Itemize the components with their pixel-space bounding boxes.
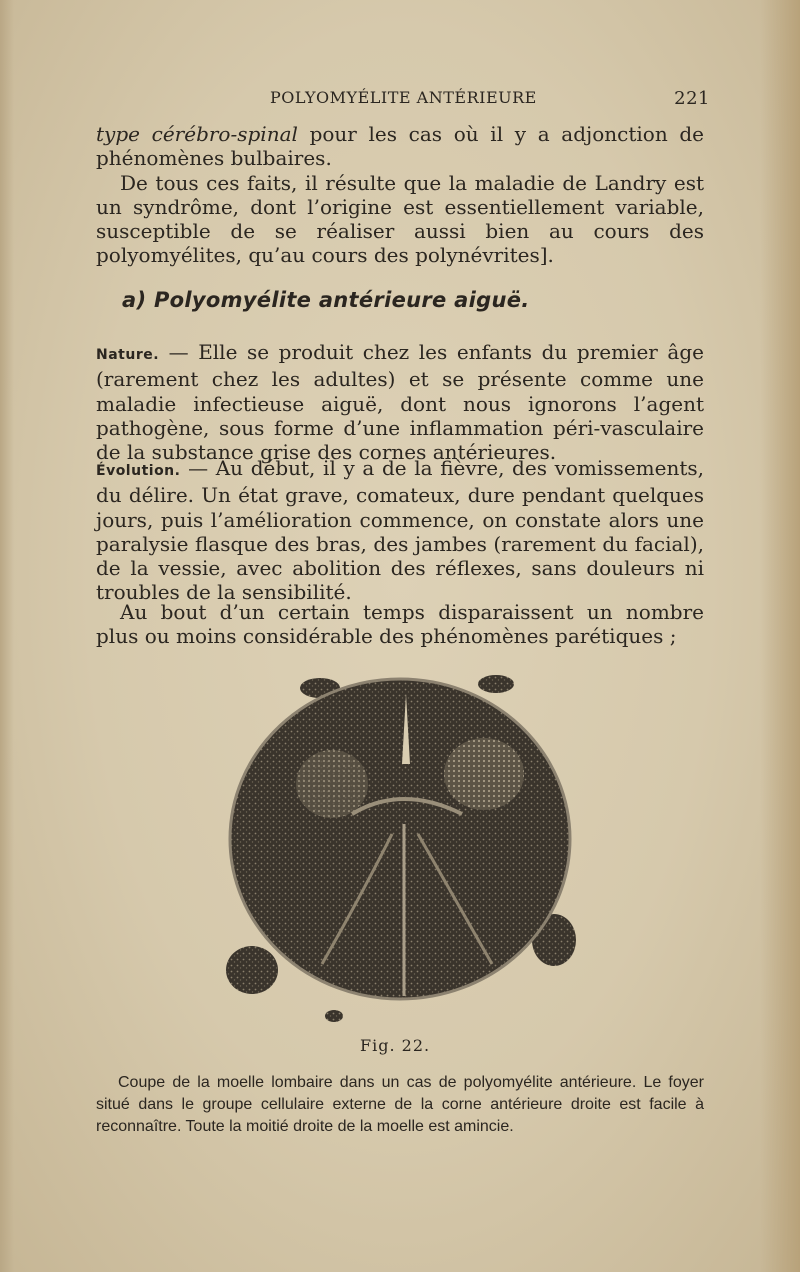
nature-lead: Nature. [96, 347, 160, 363]
final-paragraph [96, 600, 704, 649]
section-heading: a) Polyomyélite antérieure aiguë. [122, 288, 530, 312]
running-title: POLYOMYÉLITE ANTÉRIEURE [270, 88, 537, 107]
paragraph-1 [96, 122, 704, 268]
evolution-paragraph [96, 456, 704, 605]
nerve-root-fragment [325, 1010, 343, 1022]
grey-matter-left [296, 750, 368, 818]
running-header [270, 88, 710, 112]
paragraph-1-italic: type cérébro-spinal [96, 122, 298, 146]
page-number: 221 [674, 88, 710, 109]
spinal-cord-section-figure [212, 664, 584, 1028]
nerve-root-top-right [478, 675, 514, 693]
evolution-text: — Au début, il y a de la fièvre, des vomissements, du délire. Un état grave, comateux, dure pendant quelques jours, puis l’amélioration commence, on constate alors une paralysie flasque des bras, des jambes (rarement du facial), de la vessie, avec abolition des réflexes, sans douleurs ni troubles de la sensibilité. [96, 456, 704, 605]
evolution-lead: Évolution. [96, 463, 181, 479]
nerve-root-bottom-left [226, 946, 278, 994]
final-paragraph-text: Au bout d’un certain temps disparaissent un nombre plus ou moins considérable des phénomènes parétiques ; [96, 600, 704, 649]
page-edge-shadow-left [0, 0, 14, 1272]
nature-text: — Elle se produit chez les enfants du premier âge (rarement chez les adultes) et se présente comme une maladie infectieuse aiguë, dont nous ignorons l’agent pathogène, sous forme d’une inflammation péri-vasculaire de la substance grise des cornes antérieures. [96, 340, 704, 465]
lesion-focus [444, 738, 524, 810]
figure-caption-text: Coupe de la moelle lombaire dans un cas de polyomyélite antérieure. Le foyer situé dans le groupe cellulaire externe de la corne antérieure droite est facile à reconnaître. Toute la moitié droite de la moelle est amincie. [96, 1074, 704, 1135]
paragraph-1-text: pour les cas où il y a adjonction de phénomènes bulbaires. [96, 122, 705, 171]
figure-caption [96, 1072, 704, 1138]
figure-label: Fig. 22. [360, 1036, 431, 1055]
cord-body [230, 679, 570, 999]
page-edge-shadow-right [760, 0, 800, 1272]
nature-paragraph [96, 340, 704, 464]
paragraph-2: De tous ces faits, il résulte que la maladie de Landry est un syndrôme, dont l’origine est essentiellement variable, susceptible de se réaliser aussi bien au cours des polyomyélites, qu’au cours des polynévrites]. [96, 170, 704, 268]
